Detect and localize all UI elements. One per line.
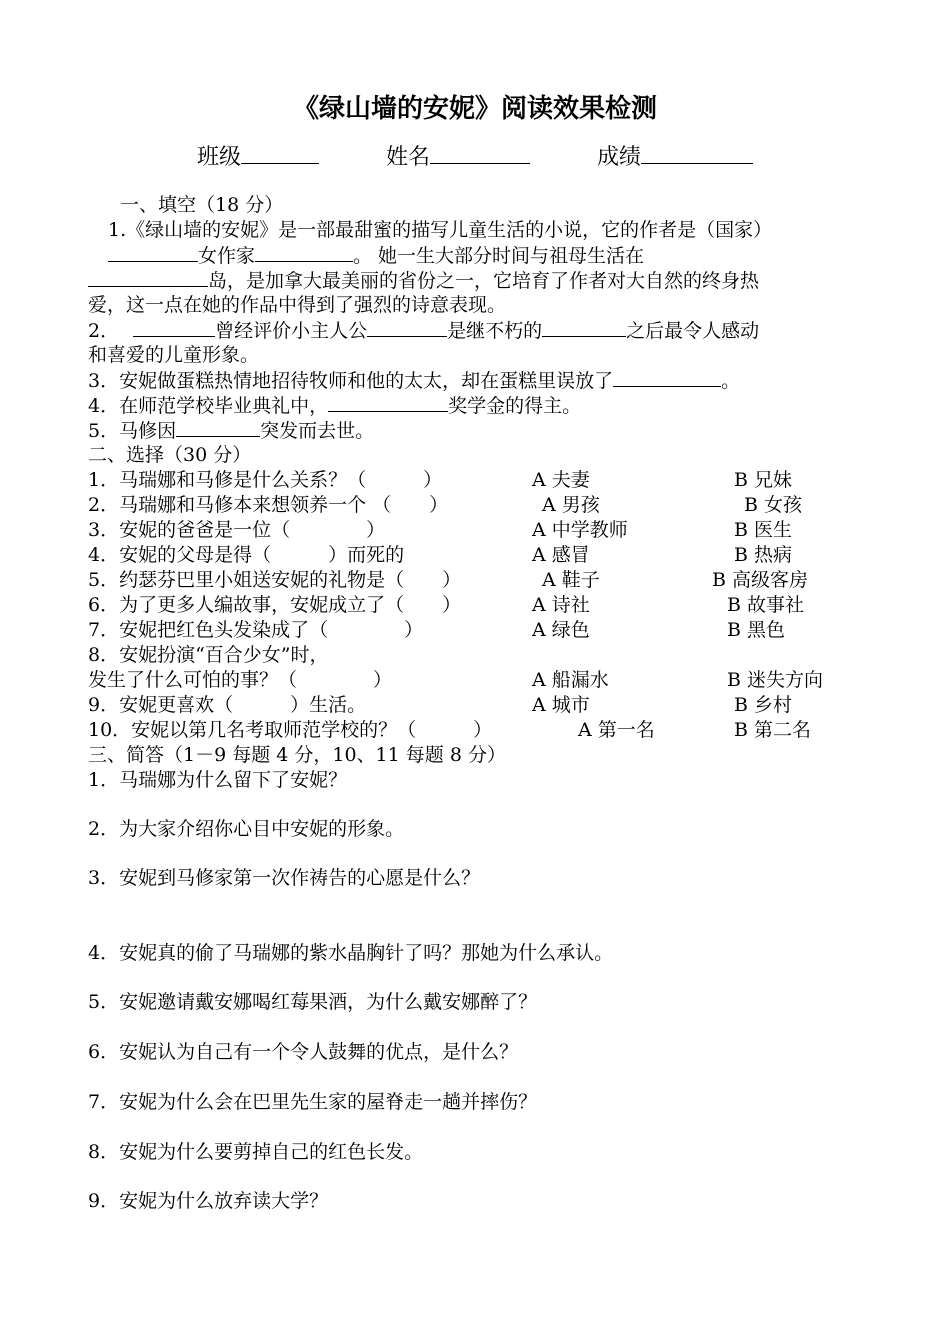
choice-q1-option-b[interactable]: B 兄妹 [734, 469, 793, 491]
fill-q3 [88, 368, 862, 394]
choice-q9-option-a[interactable]: A 城市 [532, 694, 590, 716]
choice-q4-option-a[interactable]: A 感冒 [532, 544, 590, 566]
section2-heading: 二、选择（30 分） [88, 444, 252, 466]
fill-q1-line1: 1.《绿山墙的安妮》是一部最甜蜜的描写儿童生活的小说，它的作者是（国家） [108, 219, 773, 241]
fill-q2-text: 是继不朽的 [447, 320, 543, 342]
short-answer-q5: 5．安妮邀请戴安娜喝红莓果酒，为什么戴安娜醉了？ [88, 991, 538, 1013]
fill-q5-text: 突发而去世。 [260, 420, 375, 442]
choice-q1-option-a[interactable]: A 夫妻 [532, 469, 590, 491]
name-label: 姓名 [385, 145, 430, 170]
short-answer-q1: 1．马瑞娜为什么留下了安妮？ [88, 769, 348, 791]
choice-q2: 2．马瑞娜和马修本来想领养一个 （ ） [88, 494, 449, 516]
choice-q3-option-a[interactable]: A 中学教师 [532, 519, 628, 541]
short-answer-q2: 2．为大家介绍你心目中安妮的形象。 [88, 818, 405, 840]
score-field[interactable] [597, 140, 753, 171]
fill-q5-blank[interactable] [176, 418, 260, 437]
fill-q2-num: 2． [88, 320, 120, 342]
fill-q2-text: 曾经评价小主人公 [215, 320, 368, 342]
fill-q2-text: 之后最令人感动 [626, 320, 760, 342]
choice-q2-option-a[interactable]: A 男孩 [542, 494, 600, 516]
choice-q7-option-b[interactable]: B 黑色 [727, 619, 786, 641]
class-field[interactable] [197, 140, 319, 171]
fill-q1-line3 [88, 268, 862, 294]
short-answer-q7: 7．安妮为什么会在巴里先生家的屋脊走一趟并摔伤？ [88, 1091, 538, 1113]
choice-q10-option-a[interactable]: A 第一名 [578, 719, 655, 741]
choice-q5-option-a[interactable]: A 鞋子 [542, 569, 600, 591]
fill-q3-text: 。 [721, 370, 741, 392]
section3-heading: 三、简答（1－9 每题 4 分，10、11 每题 8 分） [88, 744, 506, 766]
page-title: 《绿山墙的安妮》阅读效果检测 [292, 94, 657, 124]
choice-q7: 7．安妮把红色头发染成了（ ） [88, 619, 424, 641]
fill-q3-blank[interactable] [613, 368, 721, 387]
short-answer-q8: 8．安妮为什么要剪掉自己的红色长发。 [88, 1141, 424, 1163]
fill-q4-text: 4．在师范学校毕业典礼中， [88, 395, 329, 417]
choice-q3-option-b[interactable]: B 医生 [734, 519, 793, 541]
choice-q10-option-b[interactable]: B 第二名 [734, 719, 812, 741]
fill-q3-text: 3．安妮做蛋糕热情地招待牧师和他的太太，却在蛋糕里误放了 [88, 370, 614, 392]
fill-q2-blank-name[interactable] [367, 318, 447, 337]
choice-q9-option-b[interactable]: B 乡村 [734, 694, 793, 716]
choice-q6-option-b[interactable]: B 故事社 [727, 594, 805, 616]
fill-q1-text: 岛，是加拿大最美丽的省份之一，它培育了作者对大自然的终身热 [208, 270, 760, 292]
student-info-header [0, 140, 950, 171]
fill-q1-line4: 爱，这一点在她的作品中得到了强烈的诗意表现。 [88, 294, 507, 316]
fill-q4-blank[interactable] [328, 393, 448, 412]
fill-q1-blank-author[interactable] [255, 243, 353, 262]
fill-q2-line1 [88, 318, 862, 344]
score-label: 成绩 [597, 145, 642, 170]
fill-q1-blank-nation[interactable] [108, 243, 198, 262]
choice-q5-option-b[interactable]: B 高级客房 [712, 569, 809, 591]
choice-q3: 3．安妮的爸爸是一位（ ） [88, 519, 386, 541]
short-answer-q3: 3．安妮到马修家第一次作祷告的心愿是什么？ [88, 867, 481, 889]
fill-q1-blank-island[interactable] [88, 268, 208, 287]
short-answer-q6: 6．安妮认为自己有一个令人鼓舞的优点，是什么？ [88, 1041, 519, 1063]
fill-q2-blank-work[interactable] [542, 318, 626, 337]
choice-q6-option-a[interactable]: A 诗社 [532, 594, 590, 616]
choice-q6: 6．为了更多人编故事，安妮成立了（ ） [88, 594, 462, 616]
short-answer-q4: 4．安妮真的偷了马瑞娜的紫水晶胸针了吗？那她为什么承认。 [88, 942, 614, 964]
fill-q4 [88, 393, 862, 419]
class-label: 班级 [196, 145, 241, 170]
choice-q8-option-b[interactable]: B 迷失方向 [727, 669, 824, 691]
choice-q9: 9．安妮更喜欢（ ）生活。 [88, 694, 367, 716]
fill-q2-line2: 和喜爱的儿童形象。 [88, 344, 260, 366]
fill-q2-blank-person[interactable] [133, 318, 215, 337]
choice-q4-option-b[interactable]: B 热病 [734, 544, 793, 566]
fill-q1-text: 女作家 [198, 245, 256, 267]
score-blank[interactable] [641, 143, 753, 164]
choice-q1: 1．马瑞娜和马修是什么关系？（ ） [88, 469, 443, 491]
choice-q4: 4．安妮的父母是得（ ）而死的 [88, 544, 405, 566]
fill-q5-text: 5．马修因 [88, 420, 177, 442]
fill-q1-line2 [108, 243, 862, 269]
section1-heading: 一、填空（18 分） [120, 194, 284, 216]
choice-q8-cont: 发生了什么可怕的事？（ ） [88, 669, 393, 691]
choice-q7-option-a[interactable]: A 绿色 [532, 619, 590, 641]
fill-q5 [88, 418, 862, 444]
class-blank[interactable] [241, 143, 319, 164]
choice-q2-option-b[interactable]: B 女孩 [744, 494, 803, 516]
name-blank[interactable] [430, 143, 530, 164]
fill-q1-text: 。 她一生大部分时间与祖母生活在 [353, 245, 645, 267]
choice-q5: 5．约瑟芬巴里小姐送安妮的礼物是（ ） [88, 569, 462, 591]
choice-q10: 10．安妮以第几名考取师范学校的？（ ） [88, 719, 493, 741]
short-answer-q9: 9．安妮为什么放弃读大学？ [88, 1190, 329, 1212]
choice-q8: 8．安妮扮演“百合少女”时， [88, 644, 329, 666]
choice-q8-option-a[interactable]: A 船漏水 [532, 669, 609, 691]
name-field[interactable] [386, 140, 530, 171]
fill-q4-text: 奖学金的得主。 [448, 395, 582, 417]
